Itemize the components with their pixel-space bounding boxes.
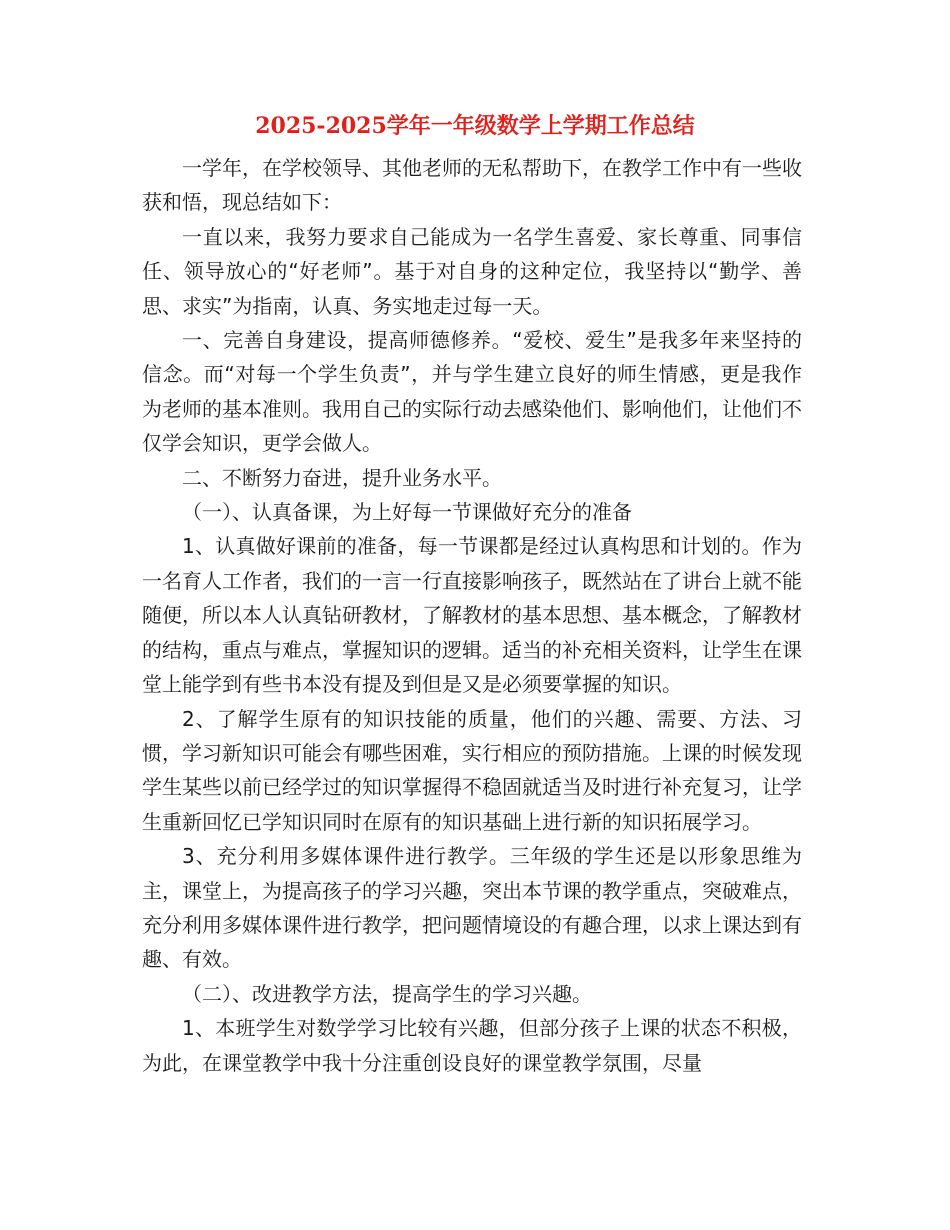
- paragraph-goal: 一直以来，我努力要求自己能成为一名学生喜爱、家长尊重、同事信任、领导放心的“好老师”。基于对自身的这种定位，我坚持以“勤学、善思、求实”为指南，认真、务实地走过每一天。: [142, 224, 802, 318]
- paragraph-item-4: 1、本班学生对数学学习比较有兴趣，但部分孩子上课的状态不积极，为此，在课堂教学中我十分注重创设良好的课堂教学氛围，尽量: [142, 1016, 802, 1075]
- document-title: 2025-2025学年一年级数学上学期工作总结: [255, 113, 695, 139]
- paragraph-item-1: 1、认真做好课前的准备，每一节课都是经过认真构思和计划的。作为一名育人工作者，我们的一言一行直接影响孩子，既然站在了讲台上就不能随便，所以本人认真钻研教材，了解教材的基本思想、基本概念，了解教材的结构，重点与难点，掌握知识的逻辑。适当的补充相关资料，让学生在课堂上能学到有些书本没有提及到但是又是必须要掌握的知识。: [142, 534, 802, 697]
- paragraph-item-3: 3、充分利用多媒体课件进行教学。三年级的学生还是以形象思维为主，课堂上，为提高孩子的学习兴趣，突出本节课的教学重点，突破难点，充分利用多媒体课件进行教学，把问题情境设的有趣合理，以求上课达到有趣、有效。: [142, 844, 802, 972]
- paragraph-section-2-heading: 二、不断努力奋进，提升业务水平。: [182, 465, 502, 490]
- paragraph-intro: 一学年，在学校领导、其他老师的无私帮助下，在教学工作中有一些收获和悟，现总结如下：: [142, 156, 802, 215]
- paragraph-subsection-1-heading: （一）、认真备课，为上好每一节课做好充分的准备: [182, 500, 632, 525]
- document-body: [142, 151, 802, 1080]
- paragraph-item-2: 2、了解学生原有的知识技能的质量，他们的兴趣、需要、方法、习惯，学习新知识可能会有哪些困难，实行相应的预防措施。上课的时候发现学生某些以前已经学过的知识掌握得不稳固就适当及时进行补充复习，让学生重新回忆已学知识同时在原有的知识基础上进行新的知识拓展学习。: [142, 706, 802, 834]
- paragraph-section-1: 一、完善自身建设，提高师德修养。“爱校、爱生”是我多年来坚持的信念。而“对每一个学生负责”，并与学生建立良好的师生情感，更是我作为老师的基本准则。我用自己的实际行动去感染他们、影响他们，让他们不仅学会知识，更学会做人。: [142, 328, 802, 456]
- paragraph-subsection-2-heading: （二）、改进教学方法，提高学生的学习兴趣。: [182, 981, 592, 1006]
